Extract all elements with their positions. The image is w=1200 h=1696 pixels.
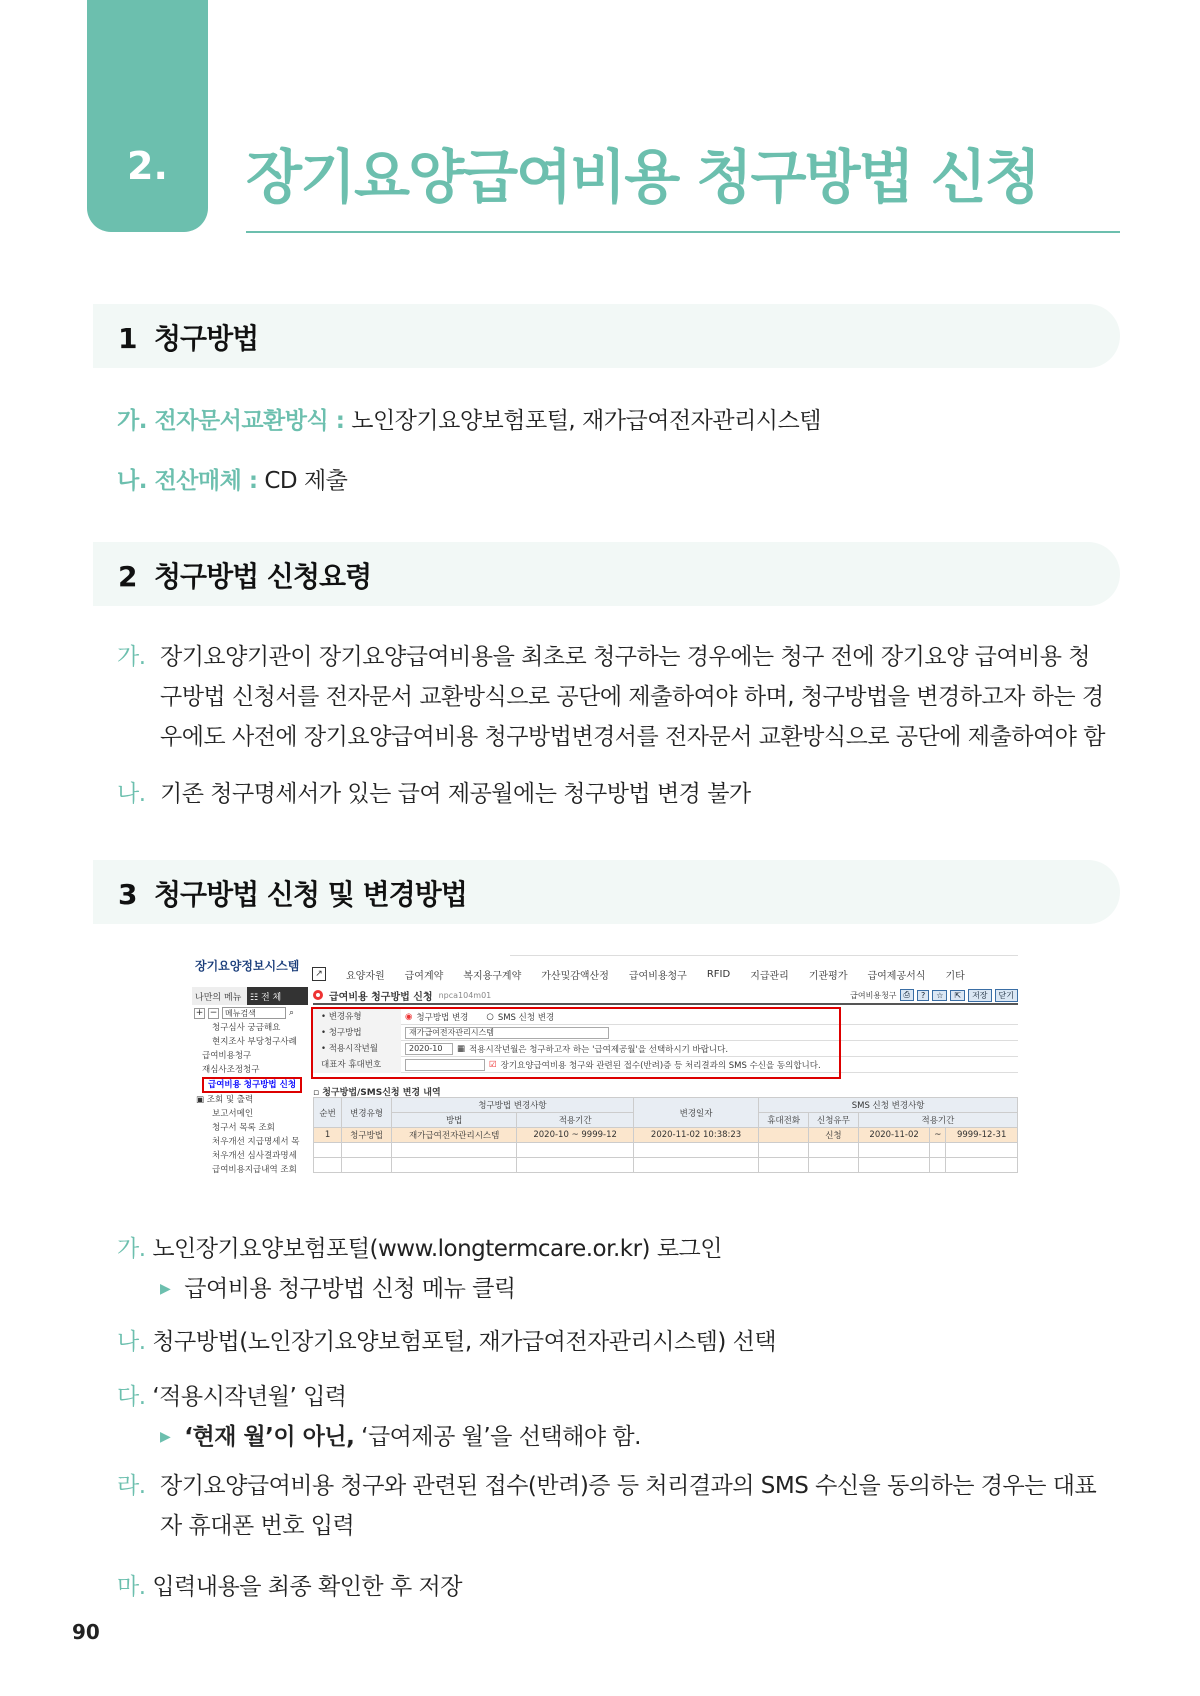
table-row[interactable] xyxy=(314,1128,1018,1143)
col-header: 변경유형 xyxy=(342,1098,392,1128)
page-code: npca104m01 xyxy=(438,990,492,1000)
chapter-title: 장기요양급여비용 청구방법 신청 xyxy=(246,143,1039,211)
title-bullet-icon xyxy=(313,990,323,1000)
col-group-header: SMS 신청 변경사항 xyxy=(759,1098,1018,1113)
chapter-number: 2. xyxy=(127,144,168,188)
left-menu-item[interactable]: 처우개선 지급명세서 목 xyxy=(212,1137,300,1147)
cell: 재가급여전자관리시스템 xyxy=(391,1128,516,1143)
triangle-bullet-icon: ▶ xyxy=(160,1281,171,1297)
cell: 2020-10 ~ 9999-12 xyxy=(517,1128,634,1143)
left-menu-item[interactable]: 청구서 목록 조회 xyxy=(212,1123,275,1133)
radio-selected-icon[interactable]: ◉ xyxy=(405,1011,413,1022)
item-text: 기존 청구명세서가 있는 급여 제공월에는 청구방법 변경 불가 xyxy=(160,781,751,807)
menu-item[interactable]: 요양자원 xyxy=(346,970,385,982)
square-bullet-icon: ▫ xyxy=(313,1088,323,1098)
left-menu-item[interactable]: 급여비용지급내역 조회 xyxy=(212,1165,297,1175)
menu-item[interactable]: 복지용구계약 xyxy=(463,970,522,982)
s1-item-b xyxy=(117,462,347,495)
s2-item-b xyxy=(117,774,1107,814)
section-title: 청구방법 신청요령 xyxy=(153,560,372,593)
s1-item-a xyxy=(117,402,821,435)
menu-item[interactable]: RFID xyxy=(706,968,731,980)
cell: 2020-11-02 10:38:23 xyxy=(633,1128,758,1143)
col-header: 휴대전화 xyxy=(759,1113,809,1128)
radio-empty-icon[interactable]: ○ xyxy=(486,1011,494,1022)
menu-search-input[interactable]: 메뉴검색 xyxy=(222,1007,286,1019)
col-group-header: 청구방법 변경사항 xyxy=(391,1098,633,1113)
item-text: 장기요양기관이 장기요양급여비용을 최초로 청구하는 경우에는 청구 전에 장기요양 급여비용 청구방법 신청서를 전자문서 교환방식으로 공단에 제출하여야 하며, 청구방법을 변경하고자 하는 경우에도 사전에 장기요양급여비용 청구방법변경서를 전자문서 교환방식으로 공단에 제출하여야 함 xyxy=(160,644,1105,750)
chapter-divider xyxy=(246,231,1120,233)
field-label: • 적용시작년월 xyxy=(313,1041,401,1057)
page-header xyxy=(313,987,1018,1005)
help-icon[interactable]: ? xyxy=(917,990,929,1001)
s3-item-b xyxy=(117,1323,776,1356)
menu-item[interactable]: 급여제공서식 xyxy=(867,970,926,982)
item-mark: 가. xyxy=(117,644,146,670)
s3-item-a-sub xyxy=(160,1270,516,1303)
item-mark: 가. xyxy=(117,1236,146,1262)
sub-text: 급여비용 청구방법 신청 메뉴 클릭 xyxy=(184,1276,516,1302)
sub-text-bold: ‘현재 월’이 아닌, xyxy=(184,1424,355,1450)
calendar-icon[interactable]: ▦ xyxy=(457,1043,466,1054)
sub-text: ‘급여제공 월’을 선택해야 함. xyxy=(361,1424,641,1450)
chapter-tab xyxy=(87,0,208,232)
item-mark: 라. xyxy=(117,1473,146,1499)
section-number: 2 xyxy=(118,560,137,593)
field-label: • 변경유형 xyxy=(313,1009,401,1025)
left-menu-item[interactable]: 청구심사 궁금해요 xyxy=(212,1023,281,1033)
history-grid xyxy=(313,1097,1018,1173)
radio-label: 청구방법 변경 xyxy=(416,1012,469,1023)
left-menu-item-selected[interactable]: 급여비용 청구방법 신청 xyxy=(202,1077,302,1093)
folder-icon: ▣ xyxy=(196,1095,207,1105)
highlight-box xyxy=(311,1007,841,1079)
field-label: 대표자 휴대번호 xyxy=(313,1057,401,1073)
section-3-header xyxy=(93,860,1120,924)
left-menu-item-label: 조회 및 출력 xyxy=(206,1095,254,1105)
left-menu-item[interactable]: 급여비용청구 xyxy=(202,1051,252,1061)
table-row xyxy=(314,1143,1018,1158)
tab-all-label: 전 체 xyxy=(260,993,282,1003)
popup-icon[interactable]: ⇱ xyxy=(950,990,965,1001)
menu-item[interactable]: 가산및감액산정 xyxy=(541,970,609,982)
grid-title-text: 청구방법/SMS신청 변경 내역 xyxy=(322,1088,441,1098)
cell xyxy=(759,1128,809,1143)
tab-all[interactable] xyxy=(247,987,308,1005)
item-mark: 마. xyxy=(117,1574,146,1600)
tab-my-menu[interactable]: 나만의 메뉴 xyxy=(192,987,247,1005)
col-header: 순번 xyxy=(314,1098,342,1128)
menu-item[interactable]: 급여비용청구 xyxy=(628,970,687,982)
system-screenshot xyxy=(192,955,1018,1199)
top-menu xyxy=(312,965,1018,983)
cell: 신청 xyxy=(809,1128,859,1143)
star-icon[interactable]: ☆ xyxy=(932,990,947,1001)
cell: 청구방법 xyxy=(342,1128,392,1143)
item-mark: 다. xyxy=(117,1384,146,1410)
left-menu xyxy=(192,987,308,1199)
s2-item-a xyxy=(117,637,1107,757)
s3-item-c-sub xyxy=(160,1418,641,1451)
collapse-icon[interactable]: − xyxy=(209,1007,218,1018)
section-2-header xyxy=(93,542,1120,606)
col-header: 방법 xyxy=(391,1113,516,1128)
search-icon[interactable]: ⌕ xyxy=(289,1008,295,1018)
item-mark: 나. xyxy=(117,1329,146,1355)
menu-item[interactable]: 기관평가 xyxy=(808,970,848,982)
col-header: 적용기간 xyxy=(517,1113,634,1128)
item-mark: 나. xyxy=(117,781,146,807)
table-row xyxy=(314,1158,1018,1173)
item-text: 청구방법(노인장기요양보험포털, 재가급여전자관리시스템) 선택 xyxy=(152,1329,777,1355)
start-month-input[interactable]: 2020-10 xyxy=(405,1043,453,1055)
left-menu-item[interactable]: 재심사조정청구 xyxy=(202,1065,260,1075)
system-logo: 장기요양정보시스템 xyxy=(195,959,300,973)
start-note: 적용시작년월은 청구하고자 하는 '급여제공월'을 선택하시기 바랍니다. xyxy=(469,1044,729,1055)
item-label: 가. 전자문서교환방식 : xyxy=(117,408,345,434)
radio-label: SMS 신청 변경 xyxy=(497,1012,555,1023)
section-number: 1 xyxy=(118,322,137,355)
col-header: 신청유무 xyxy=(809,1113,859,1128)
triangle-bullet-icon: ▶ xyxy=(160,1429,171,1445)
item-text: CD 제출 xyxy=(264,468,348,494)
s3-item-e xyxy=(117,1568,462,1601)
section-title: 청구방법 신청 및 변경방법 xyxy=(153,878,467,911)
item-text: ‘적용시작년월’ 입력 xyxy=(152,1384,347,1410)
section-number: 3 xyxy=(118,878,137,911)
page-title: 급여비용 청구방법 신청 xyxy=(329,991,433,1003)
page-number: 90 xyxy=(72,1620,100,1644)
main-panel xyxy=(313,987,1018,1199)
grid-icon: ☷ xyxy=(250,993,261,1003)
section-1-header xyxy=(93,304,1120,368)
section-title: 청구방법 xyxy=(153,322,259,355)
item-label: 나. 전산매체 : xyxy=(117,468,258,494)
item-text: 노인장기요양보험포털, 재가급여전자관리시스템 xyxy=(351,408,821,434)
cell: 9999-12-31 xyxy=(946,1128,1018,1143)
col-header: 변경일자 xyxy=(633,1098,758,1128)
menu-item[interactable]: 기타 xyxy=(945,970,965,982)
method-select[interactable]: 재가급여전자관리시스템 xyxy=(405,1027,609,1039)
external-link-icon[interactable]: ↗ xyxy=(312,967,326,981)
top-line xyxy=(510,955,1018,956)
item-text: 노인장기요양보험포털(www.longtermcare.or.kr) 로그인 xyxy=(152,1236,722,1262)
save-button[interactable]: 저장 xyxy=(968,989,991,1002)
consent-text: 장기요양급여비용 청구와 관련된 접수(반려)증 등 처리결과의 SMS 수신을 동의합니다. xyxy=(500,1060,821,1071)
s3-item-d xyxy=(117,1466,1117,1546)
expand-icon[interactable]: + xyxy=(195,1007,204,1018)
checkbox-checked-icon[interactable]: ☑ xyxy=(489,1059,497,1070)
close-button[interactable]: 닫기 xyxy=(995,989,1018,1002)
left-menu-item[interactable]: 현지조사 부당청구사례 xyxy=(212,1037,297,1047)
col-header: 적용기간 xyxy=(858,1113,1017,1128)
item-text: 장기요양급여비용 청구와 관련된 접수(반려)증 등 처리결과의 SMS 수신을 동의하는 경우는 대표자 휴대폰 번호 입력 xyxy=(160,1473,1097,1539)
s3-item-a xyxy=(117,1230,722,1263)
left-menu-item[interactable] xyxy=(192,1093,308,1107)
menu-item[interactable]: 급여계약 xyxy=(404,970,444,982)
cell: 1 xyxy=(314,1128,342,1143)
print-icon[interactable]: ⎙ xyxy=(900,989,914,1001)
cell: ~ xyxy=(930,1128,946,1143)
s3-item-c xyxy=(117,1378,347,1411)
breadcrumb: 급여비용청구 xyxy=(850,990,897,1000)
field-label: • 청구방법 xyxy=(313,1025,401,1041)
menu-item[interactable]: 지급관리 xyxy=(750,970,789,982)
left-menu-item[interactable]: 처우개선 심사결과명세 xyxy=(212,1151,297,1161)
item-text: 입력내용을 최종 확인한 후 저장 xyxy=(152,1574,462,1600)
left-menu-item[interactable]: 보고서메인 xyxy=(212,1109,254,1119)
cell: 2020-11-02 xyxy=(858,1128,930,1143)
